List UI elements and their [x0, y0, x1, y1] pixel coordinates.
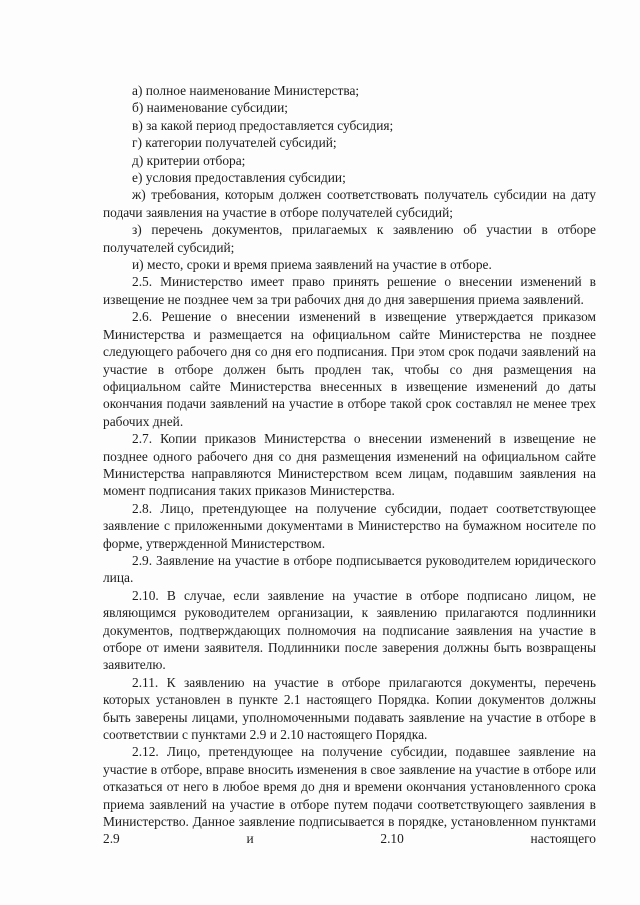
list-item-zh: ж) требования, которым должен соответствовать получатель субсидии на дату подачи заявления на участие в отборе получателей субсидий; — [103, 187, 596, 220]
list-item-g: г) категории получателей субсидий; — [132, 135, 337, 151]
paragraph-2-9: 2.9. Заявление на участие в отборе подписывается руководителем юридического лица. — [103, 552, 596, 586]
paragraph-2-5: 2.5. Министерство имеет право принять решение о внесении изменений в извещение не позднее чем за три рабочих дня до дня завершения приема заявлений. — [103, 274, 596, 307]
list-item-v: в) за какой период предоставляется субсидия; — [132, 117, 394, 133]
list-item-e: е) условия предоставления субсидии; — [132, 170, 346, 186]
paragraph-2-7: 2.7. Копии приказов Министерства о внесении изменений в извещение не позднее одного рабочего дня со дня размещения изменений на официальном сайте Министерства направляются Министерством всем лицам, подавшим заявления на момент подписания таких приказов Министерства. — [103, 431, 596, 499]
list-item-a: а) полное наименование Министерства; — [132, 83, 360, 98]
paragraph-2-12: 2.12. Лицо, претендующее на получение субсидии, подавшее заявление на участие в отборе, вправе вносить изменения в свое заявление на участие в отборе или отказаться от него в любое время до дня и времени окончания установленного срока приема заявлений на участие в отборе путем подачи соответствующего заявления в Министерство. Данное заявление подписывается в порядке, установленном пунктами 2.9 и 2.10 настоящего — [103, 744, 596, 847]
list-item-b: б) наименование субсидии; — [132, 100, 288, 116]
paragraph-2-8: 2.8. Лицо, претендующее на получение субсидии, подает соответствующее заявление с приложенными документами в Министерство на бумажном носителе по форме, утвержденной Министерством. — [103, 500, 596, 551]
paragraph-2-6: 2.6. Решение о внесении изменений в извещение утверждается приказом Министерства и размещается на официальном сайте Министерства не позднее следующего рабочего дня со дня его подписания. При этом срок подачи заявлений на участие в отборе должен быть продлен так, чтобы со дня размещения на официальном сайте Министерства внесенных в извещение изменений до даты окончания подачи заявлений на участие в отборе такой срок составлял не менее трех рабочих дней. — [103, 309, 596, 429]
list-item-i: и) место, сроки и время приема заявлений на участие в отборе. — [132, 257, 492, 273]
list-item-z: з) перечень документов, прилагаемых к заявлению об участии в отборе получателей субсидий; — [103, 222, 596, 255]
paragraph-2-10: 2.10. В случае, если заявление на участие в отборе подписано лицом, не являющимся руководителем организации, к заявлению прилагаются подлинники документов, подтверждающих полномочия на подписание заявления на участие в отборе от имени заявителя. Подлинники после заверения должны быть возвращены заявителю. — [103, 587, 596, 673]
paragraph-2-11: 2.11. К заявлению на участие в отборе прилагаются документы, перечень которых установлен в пункте 2.1 настоящего Порядка. Копии документов должны быть заверены лицами, уполномоченными подавать заявление на участие в отборе в соответствии с пунктами 2.9 и 2.10 настоящего Порядка. — [103, 674, 596, 743]
list-item-d: д) критерии отбора; — [132, 152, 246, 168]
